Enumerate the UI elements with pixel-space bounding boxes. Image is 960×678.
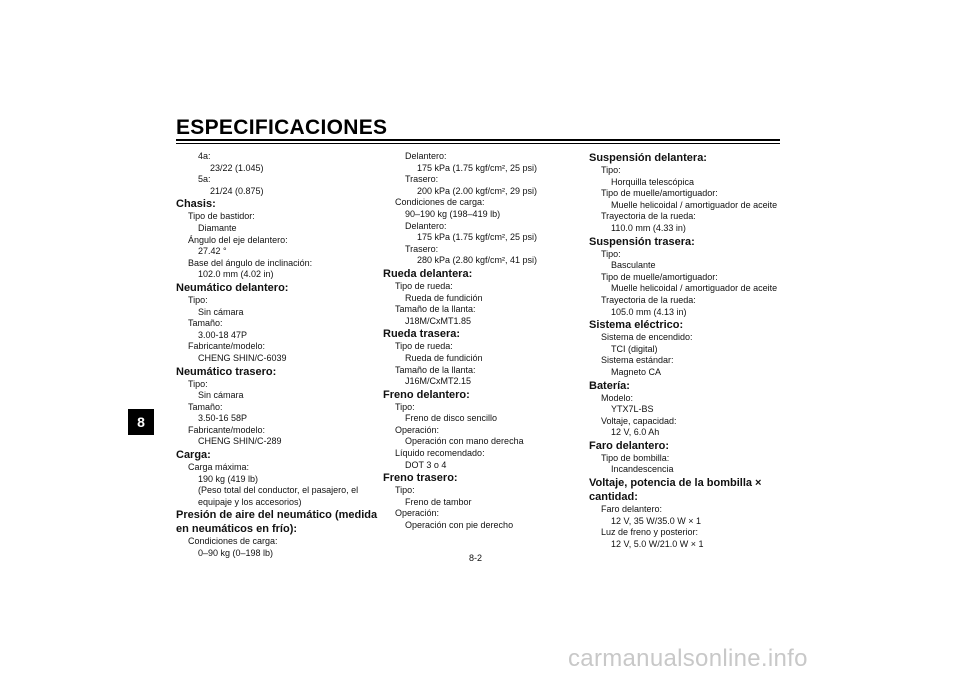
spec-line: (Peso total del conductor, el pasajero, el bbox=[198, 485, 359, 496]
spec-line: Tipo de rueda: bbox=[395, 280, 453, 291]
page-number: 8-2 bbox=[469, 553, 483, 563]
spec-line: Carga máxima: bbox=[188, 462, 250, 473]
spec-line: Incandescencia bbox=[611, 464, 674, 475]
spec-heading: Batería: bbox=[589, 379, 630, 392]
spec-line: Horquilla telescópica bbox=[611, 176, 695, 187]
spec-line: 23/22 (1.045) bbox=[210, 162, 264, 173]
spec-line: 105.0 mm (4.13 in) bbox=[611, 306, 687, 317]
watermark: carmanualsonline.info bbox=[568, 645, 808, 672]
spec-heading: Freno delantero: bbox=[383, 388, 470, 401]
spec-line: Tipo de muelle/amortiguador: bbox=[601, 271, 718, 282]
spec-line: Condiciones de carga: bbox=[188, 536, 278, 547]
spec-heading: cantidad: bbox=[589, 491, 638, 504]
spec-line: Delantero: bbox=[405, 220, 447, 231]
spec-line: Rueda de fundición bbox=[405, 352, 483, 363]
spec-line: Tipo: bbox=[601, 165, 621, 175]
spec-line: Tipo de muelle/amortiguador: bbox=[601, 188, 718, 199]
spec-line: Basculante bbox=[611, 260, 656, 271]
spec-line: equipaje y los accesorios) bbox=[198, 496, 302, 507]
spec-line: Muelle helicoidal / amortiguador de aceite bbox=[611, 199, 778, 210]
spec-line: Operación con mano derecha bbox=[405, 436, 524, 447]
spec-line: 190 kg (419 lb) bbox=[198, 473, 259, 484]
spec-line: Tamaño de la llanta: bbox=[395, 304, 476, 315]
spec-heading: Faro delantero: bbox=[589, 439, 670, 452]
spec-line: Tipo de bastidor: bbox=[188, 211, 255, 222]
spec-line: 3.00-18 47P bbox=[198, 329, 248, 340]
spec-column-2 bbox=[383, 151, 578, 532]
title-rule-thick bbox=[176, 139, 780, 141]
spec-line: Rueda de fundición bbox=[405, 292, 483, 303]
spec-line: 175 kPa (1.75 kgf/cm², 25 psi) bbox=[417, 232, 538, 243]
spec-line: 21/24 (0.875) bbox=[210, 185, 264, 196]
spec-column-3 bbox=[589, 151, 789, 550]
spec-line: Base del ángulo de inclinación: bbox=[188, 257, 313, 268]
spec-heading: Rueda trasera: bbox=[383, 328, 461, 341]
spec-line: Trayectoria de la rueda: bbox=[601, 211, 696, 222]
spec-line: Tipo: bbox=[395, 401, 415, 412]
spec-line: Luz de freno y posterior: bbox=[601, 527, 699, 538]
spec-heading: Freno trasero: bbox=[383, 472, 458, 485]
spec-line: CHENG SHIN/C-289 bbox=[198, 436, 282, 447]
spec-line: Magneto CA bbox=[611, 366, 662, 377]
spec-line: Tipo: bbox=[188, 294, 208, 305]
spec-line: Voltaje, capacidad: bbox=[601, 415, 677, 426]
spec-line: 12 V, 5.0 W/21.0 W × 1 bbox=[611, 538, 704, 549]
spec-line: Faro delantero: bbox=[601, 504, 663, 515]
spec-line: Fabricante/modelo: bbox=[188, 341, 266, 352]
spec-line: Operación: bbox=[395, 424, 440, 435]
spec-line: DOT 3 o 4 bbox=[405, 459, 447, 470]
spec-line: Tamaño: bbox=[188, 401, 223, 412]
spec-heading: en neumáticos en frío): bbox=[176, 523, 298, 536]
title-rule-thin bbox=[176, 143, 780, 144]
spec-line: J16M/CxMT2.15 bbox=[405, 376, 472, 387]
spec-line: Tipo: bbox=[395, 485, 415, 496]
spec-line: Trasero: bbox=[405, 243, 439, 254]
spec-line: Sistema de encendido: bbox=[601, 332, 693, 343]
spec-line: J18M/CxMT1.85 bbox=[405, 315, 472, 326]
spec-column-1 bbox=[176, 151, 378, 560]
spec-heading: Suspensión delantera: bbox=[589, 152, 707, 164]
spec-line: Tipo de bombilla: bbox=[601, 452, 670, 463]
spec-line: Modelo: bbox=[601, 392, 634, 403]
spec-line: Tipo: bbox=[188, 378, 208, 389]
spec-line: 102.0 mm (4.02 in) bbox=[198, 269, 274, 280]
spec-heading: Chasis: bbox=[176, 198, 216, 211]
spec-line: 175 kPa (1.75 kgf/cm², 25 psi) bbox=[417, 162, 538, 173]
spec-line: Muelle helicoidal / amortiguador de aceite bbox=[611, 283, 778, 294]
spec-heading: Rueda delantera: bbox=[383, 267, 473, 280]
spec-heading: Presión de aire del neumático (medida bbox=[176, 509, 378, 522]
spec-line: 5a: bbox=[198, 174, 211, 185]
spec-line: Trasero: bbox=[405, 174, 439, 185]
spec-line: Ángulo del eje delantero: bbox=[188, 234, 288, 245]
spec-heading: Neumático delantero: bbox=[176, 281, 289, 294]
spec-line: Líquido recomendado: bbox=[395, 448, 485, 459]
spec-heading: Neumático trasero: bbox=[176, 365, 277, 378]
spec-heading: Suspensión trasera: bbox=[589, 235, 695, 248]
spec-line: 200 kPa (2.00 kgf/cm², 29 psi) bbox=[417, 185, 538, 196]
spec-line: TCI (digital) bbox=[611, 343, 658, 354]
spec-line: Tipo: bbox=[601, 248, 621, 259]
chapter-tab: 8 bbox=[128, 409, 154, 435]
spec-line: Delantero: bbox=[405, 151, 447, 161]
spec-heading: Voltaje, potencia de la bombilla × bbox=[589, 477, 762, 490]
spec-line: Sin cámara bbox=[198, 390, 244, 401]
spec-line: Sin cámara bbox=[198, 306, 244, 317]
spec-line: 90–190 kg (198–419 lb) bbox=[405, 208, 501, 219]
spec-line: Tipo de rueda: bbox=[395, 341, 453, 352]
spec-line: 3.50-16 58P bbox=[198, 413, 248, 424]
spec-line: 280 kPa (2.80 kgf/cm², 41 psi) bbox=[417, 255, 538, 266]
spec-line: 27.42 ° bbox=[198, 246, 227, 257]
spec-heading: Sistema eléctrico: bbox=[589, 319, 684, 332]
spec-line: CHENG SHIN/C-6039 bbox=[198, 352, 287, 363]
spec-line: 4a: bbox=[198, 151, 211, 161]
spec-line: Operación: bbox=[395, 508, 440, 519]
spec-line: 110.0 mm (4.33 in) bbox=[611, 222, 686, 233]
spec-line: Diamante bbox=[198, 222, 237, 233]
spec-line: Freno de disco sencillo bbox=[405, 413, 498, 424]
spec-line: Tamaño de la llanta: bbox=[395, 364, 476, 375]
spec-line: Freno de tambor bbox=[405, 496, 472, 507]
spec-line: Tamaño: bbox=[188, 318, 223, 329]
spec-line: 0–90 kg (0–198 lb) bbox=[198, 548, 274, 559]
spec-line: Operación con pie derecho bbox=[405, 520, 514, 531]
spec-line: Condiciones de carga: bbox=[395, 197, 485, 208]
spec-line: Fabricante/modelo: bbox=[188, 424, 266, 435]
spec-line: Sistema estándar: bbox=[601, 355, 674, 366]
page-title: ESPECIFICACIONES bbox=[176, 116, 388, 139]
spec-line: 12 V, 35 W/35.0 W × 1 bbox=[611, 515, 701, 526]
spec-line: YTX7L-BS bbox=[611, 404, 654, 415]
spec-line: 12 V, 6.0 Ah bbox=[611, 427, 660, 438]
spec-heading: Carga: bbox=[176, 449, 211, 462]
spec-line: Trayectoria de la rueda: bbox=[601, 294, 696, 305]
